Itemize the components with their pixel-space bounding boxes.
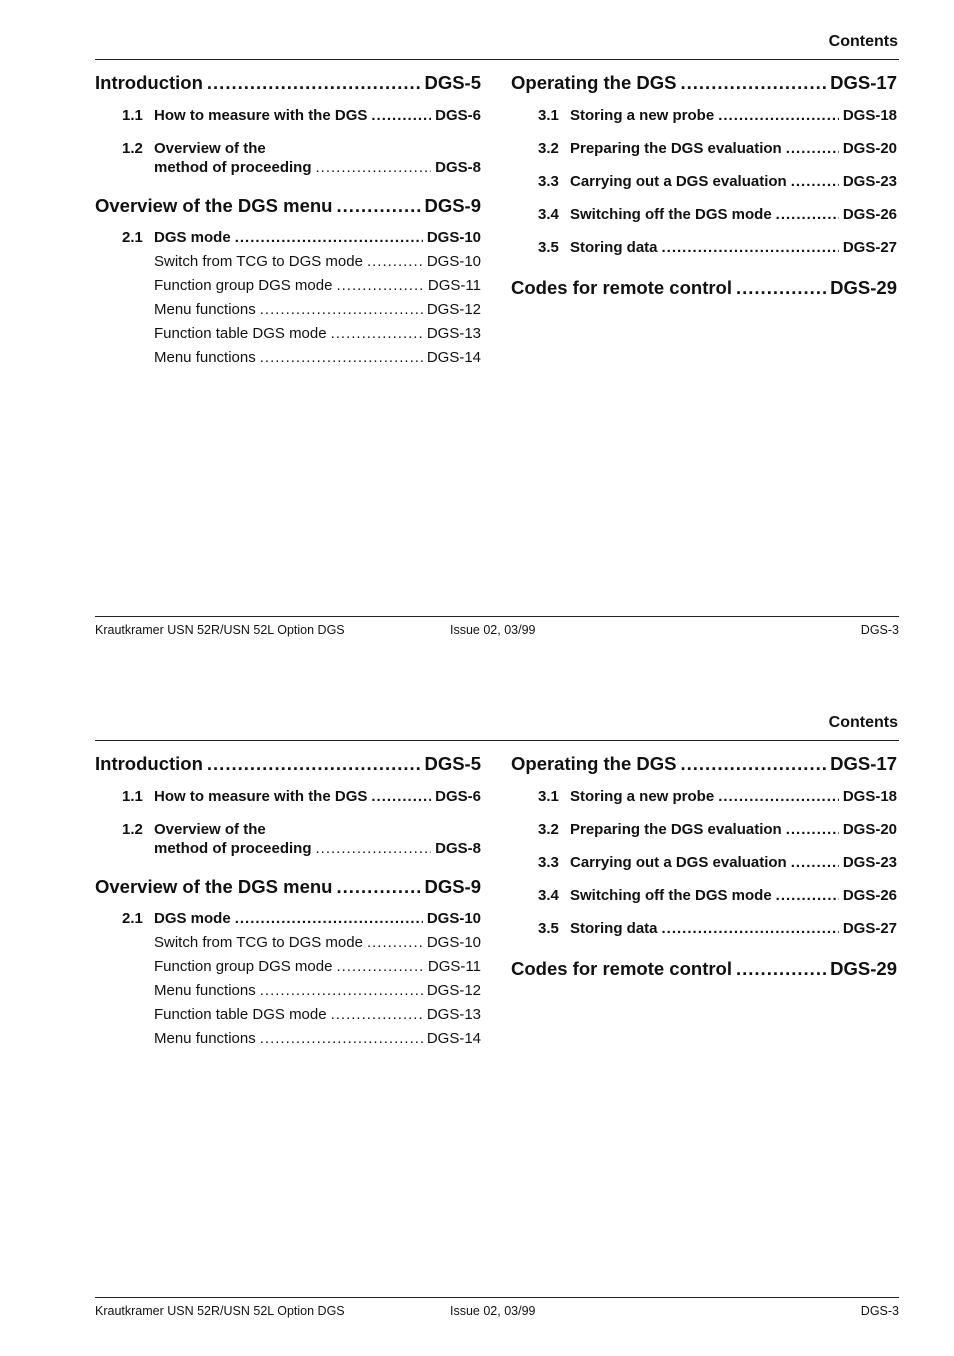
toc-section-3-2[interactable] [538,140,897,160]
toc-page: DGS-20 [842,821,897,838]
toc-page: DGS-5 [424,753,481,774]
toc-chapter-remote-codes[interactable] [511,277,897,304]
toc-num: 1.2 [122,821,143,838]
toc-page: DGS-10 [426,910,481,927]
toc-subentry[interactable] [154,253,481,277]
toc-section-3-1[interactable] [538,788,897,808]
toc-label: Function group DGS mode [154,958,333,975]
page-top [0,0,954,675]
toc-page: DGS-5 [424,72,481,93]
toc-label: Introduction [95,753,203,774]
toc-num: 1.2 [122,140,143,157]
toc-page: DGS-10 [426,934,481,951]
toc-subentry[interactable] [154,1006,481,1030]
toc-num: 3.2 [538,140,559,157]
toc-label: Preparing the DGS evaluation [570,821,782,838]
toc-left-column [95,72,481,373]
toc-page: DGS-23 [842,854,897,871]
toc-label: DGS mode [154,229,231,246]
toc-label: DGS mode [154,910,231,927]
toc-page: DGS-29 [830,958,897,979]
toc-num: 1.1 [122,107,143,124]
toc-page: DGS-27 [842,239,897,256]
toc-num: 3.3 [538,854,559,871]
toc-label: Carrying out a DGS evaluation [570,173,787,190]
toc-section-1-1[interactable] [122,788,481,808]
toc-page: DGS-23 [842,173,897,190]
toc-label: Preparing the DGS evaluation [570,140,782,157]
toc-subentry[interactable] [154,982,481,1006]
toc-chapter-operating[interactable] [511,753,897,780]
toc-section-3-5[interactable] [538,920,897,940]
toc-page: DGS-12 [426,301,481,318]
toc-num: 3.4 [538,887,559,904]
toc-page: DGS-6 [435,107,481,124]
toc-label: Menu functions [154,1030,256,1047]
header-title: Contents [828,33,898,50]
toc-chapter-overview[interactable] [95,876,481,903]
toc-page: DGS-6 [435,788,481,805]
toc-page: DGS-27 [842,920,897,937]
toc-section-3-3[interactable] [538,854,897,874]
toc-right-column [511,72,897,304]
toc-page: DGS-20 [842,140,897,157]
toc-label: Switch from TCG to DGS mode [154,934,363,951]
toc-subentry[interactable] [154,325,481,349]
toc-left-column [95,753,481,1054]
toc-label: Storing data [570,239,658,256]
toc-section-2-1[interactable] [122,910,481,930]
toc-label: Function table DGS mode [154,1006,327,1023]
toc-page: DGS-10 [426,253,481,270]
toc-section-3-3[interactable] [538,173,897,193]
toc-chapter-operating[interactable] [511,72,897,99]
toc-section-1-1[interactable] [122,107,481,127]
toc-page: DGS-26 [842,887,897,904]
toc-page: DGS-17 [830,72,897,93]
toc-label: Overview of the [154,821,266,838]
toc-label: Operating the DGS [511,753,677,774]
toc-num: 3.1 [538,107,559,124]
toc-page: DGS-10 [426,229,481,246]
toc-subentry[interactable] [154,1030,481,1054]
toc-page: DGS-13 [426,1006,481,1023]
toc-label: Storing a new probe [570,788,715,805]
header-rule [95,740,899,741]
page-bottom [0,681,954,1356]
toc-label: method of proceeding [154,159,312,176]
toc-subentry[interactable] [154,934,481,958]
toc-num: 3.3 [538,173,559,190]
toc-page: DGS-13 [426,325,481,342]
toc-page: DGS-26 [842,206,897,223]
toc-num: 3.5 [538,239,559,256]
toc-label: Function group DGS mode [154,277,333,294]
toc-subentry[interactable] [154,277,481,301]
toc-num: 3.5 [538,920,559,937]
footer-product: Krautkramer USN 52R/USN 52L Option DGS [95,623,345,637]
toc-num: 3.4 [538,206,559,223]
toc-num: 3.1 [538,788,559,805]
toc-page: DGS-14 [426,349,481,366]
toc-page: DGS-18 [842,107,897,124]
toc-label: Introduction [95,72,203,93]
toc-page: DGS-9 [424,876,481,897]
toc-section-3-4[interactable] [538,206,897,226]
toc-section-3-1[interactable] [538,107,897,127]
toc-chapter-remote-codes[interactable] [511,958,897,985]
footer-rule [95,616,899,617]
toc-section-1-2[interactable] [122,821,481,860]
toc-page: DGS-11 [427,958,481,975]
toc-label: Operating the DGS [511,72,677,93]
toc-section-2-1[interactable] [122,229,481,249]
toc-section-3-4[interactable] [538,887,897,907]
toc-chapter-introduction[interactable] [95,72,481,99]
toc-label: How to measure with the DGS [154,788,368,805]
toc-chapter-overview[interactable] [95,195,481,222]
footer-rule [95,1297,899,1298]
footer-issue: Issue 02, 03/99 [450,623,536,637]
toc-subentry[interactable] [154,349,481,373]
toc-label: Storing data [570,920,658,937]
footer-page-number: DGS-3 [860,623,899,637]
header-rule [95,59,899,60]
toc-chapter-introduction[interactable] [95,753,481,780]
toc-label: How to measure with the DGS [154,107,368,124]
toc-label: Menu functions [154,301,256,318]
toc-label: Carrying out a DGS evaluation [570,854,787,871]
toc-label: Switching off the DGS mode [570,206,772,223]
toc-page: DGS-18 [842,788,897,805]
toc-label: Overview of the [154,140,266,157]
toc-section-3-2[interactable] [538,821,897,841]
toc-num: 3.2 [538,821,559,838]
toc-right-column [511,753,897,985]
toc-label: Overview of the DGS menu [95,876,333,897]
toc-num: 2.1 [122,229,143,246]
footer-page-number: DGS-3 [860,1304,899,1318]
toc-label: Codes for remote control [511,958,732,979]
toc-subentry[interactable] [154,958,481,982]
toc-page: DGS-8 [435,840,481,857]
toc-subentry[interactable] [154,301,481,325]
footer-issue: Issue 02, 03/99 [450,1304,536,1318]
toc-page: DGS-12 [426,982,481,999]
header-title: Contents [828,714,898,731]
toc-label: Menu functions [154,349,256,366]
toc-page: DGS-17 [830,753,897,774]
toc-page: DGS-8 [435,159,481,176]
toc-num: 1.1 [122,788,143,805]
toc-page: DGS-14 [426,1030,481,1047]
toc-page: DGS-9 [424,195,481,216]
toc-section-3-5[interactable] [538,239,897,259]
toc-label: Overview of the DGS menu [95,195,333,216]
toc-label: Switching off the DGS mode [570,887,772,904]
toc-label: Codes for remote control [511,277,732,298]
toc-label: Switch from TCG to DGS mode [154,253,363,270]
footer-product: Krautkramer USN 52R/USN 52L Option DGS [95,1304,345,1318]
toc-page: DGS-29 [830,277,897,298]
toc-label: Menu functions [154,982,256,999]
toc-section-1-2[interactable] [122,140,481,179]
toc-page: DGS-11 [427,277,481,294]
toc-num: 2.1 [122,910,143,927]
toc-label: Storing a new probe [570,107,715,124]
toc-label: method of proceeding [154,840,312,857]
toc-label: Function table DGS mode [154,325,327,342]
